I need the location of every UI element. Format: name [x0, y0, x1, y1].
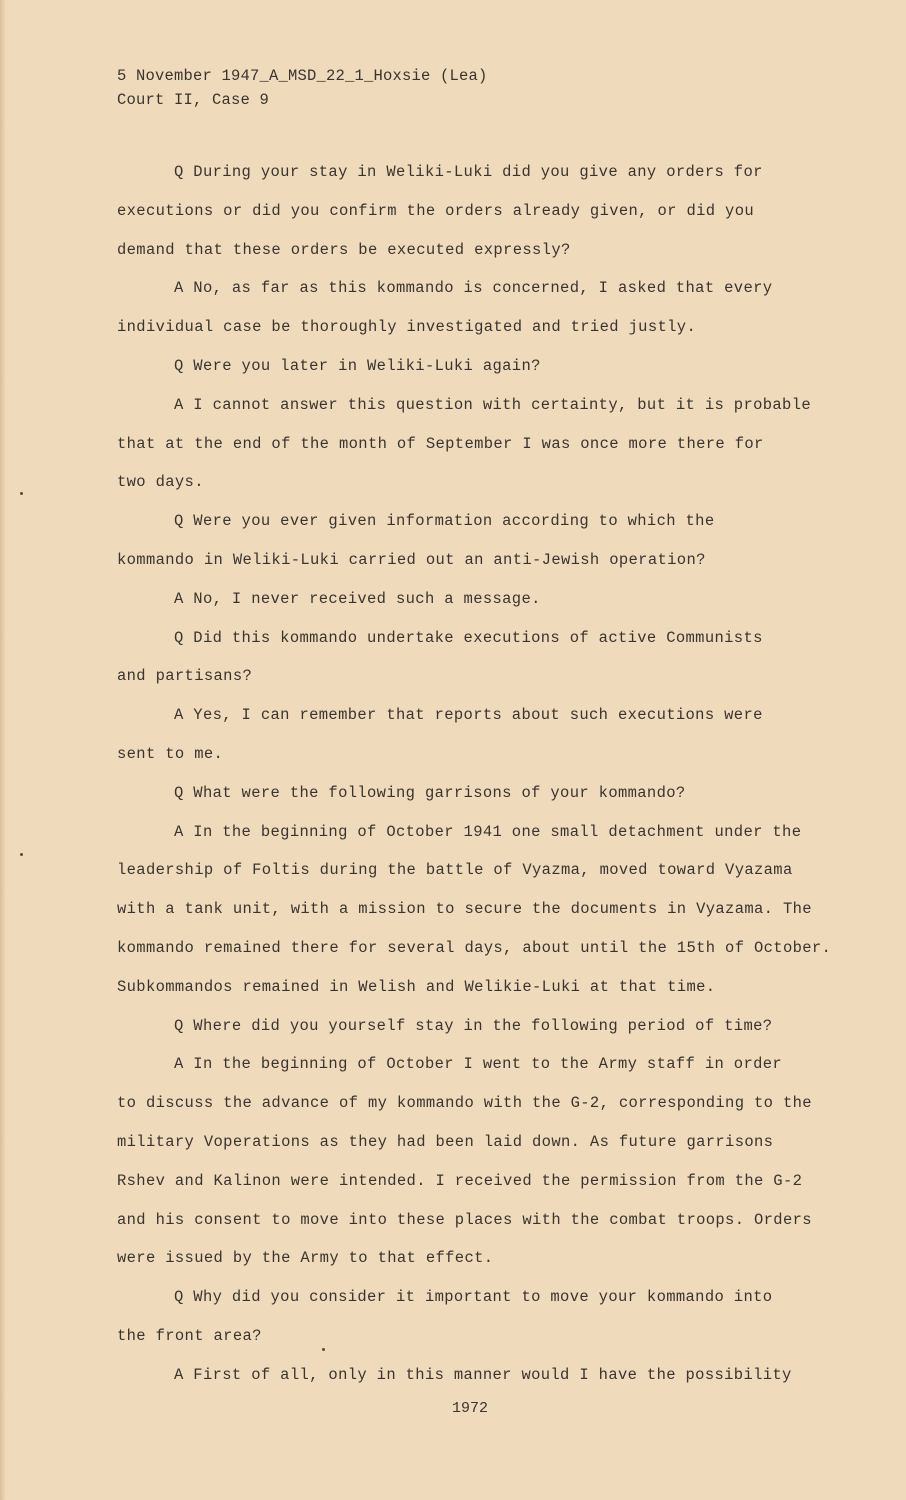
header-court-case: Court II, Case 9 [117, 91, 270, 109]
transcript-line: to discuss the advance of my kommando with the G-2, corresponding to the [117, 1094, 812, 1113]
paper-speck [20, 853, 23, 856]
page-edge [0, 0, 6, 1500]
transcript-line: two days. [117, 473, 204, 492]
transcript-line: A First of all, only in this manner would I have the possibility [174, 1365, 792, 1384]
transcript-line: that at the end of the month of September I was once more there for [117, 434, 764, 453]
transcript-line: Q What were the following garrisons of your kommando? [174, 783, 686, 802]
transcript-line: Q Why did you consider it important to move your kommando into [174, 1288, 773, 1307]
transcript-line: demand that these orders be executed expressly? [117, 240, 571, 259]
transcript-line: with a tank unit, with a mission to secure the documents in Vyazama. The [117, 900, 812, 919]
transcript-line: sent to me. [117, 744, 224, 763]
transcript-line: military Voperations as they had been laid down. As future garrisons [117, 1132, 774, 1151]
transcript-line: Q Were you later in Weliki-Luki again? [174, 356, 541, 375]
transcript-line: individual case be thoroughly investigated and tried justly. [117, 318, 697, 337]
transcript-line: A No, I never received such a message. [174, 589, 541, 608]
transcript-line: A In the beginning of October 1941 one small detachment under the [174, 822, 802, 841]
transcript-line: the front area? [117, 1326, 262, 1345]
transcript-line: were issued by the Army to that effect. [117, 1249, 494, 1268]
transcript-line: executions or did you confirm the orders already given, or did you [117, 201, 754, 220]
transcript-line: Q During your stay in Weliki-Luki did you give any orders for [174, 163, 763, 181]
transcript-body [117, 157, 837, 1399]
transcript-line: kommando remained there for several days, about until the 15th of October. [117, 938, 832, 957]
transcript-line: Rshev and Kalinon were intended. I received the permission from the G-2 [117, 1171, 803, 1190]
transcript-line: A Yes, I can remember that reports about such executions were [174, 706, 763, 725]
transcript-line: Q Did this kommando undertake executions of active Communists [174, 628, 763, 647]
transcript-line: A In the beginning of October I went to the Army staff in order [174, 1055, 783, 1074]
transcript-line: and his consent to move into these places with the combat troops. Orders [117, 1210, 812, 1229]
transcript-line: leadership of Foltis during the battle of Vyazma, moved toward Vyazama [117, 861, 793, 880]
header-date-reference: 5 November 1947_A_MSD_22_1_Hoxsie (Lea) [117, 67, 488, 85]
transcript-line: and partisans? [117, 667, 253, 686]
transcript-line: Q Were you ever given information according to which the [174, 512, 715, 531]
page-number: 1972 [452, 1400, 489, 1417]
transcript-line: Q Where did you yourself stay in the following period of time? [174, 1016, 773, 1035]
transcript-line: Subkommandos remained in Welish and Welikie-Luki at that time. [117, 977, 716, 996]
document-header [117, 64, 488, 112]
paper-speck [20, 492, 23, 495]
paper-speck [322, 1348, 325, 1351]
transcript-line: A I cannot answer this question with certainty, but it is probable [174, 395, 811, 414]
transcript-line: A No, as far as this kommando is concerned, I asked that every [174, 279, 773, 298]
transcript-line: kommando in Weliki-Luki carried out an anti-Jewish operation? [117, 550, 706, 569]
